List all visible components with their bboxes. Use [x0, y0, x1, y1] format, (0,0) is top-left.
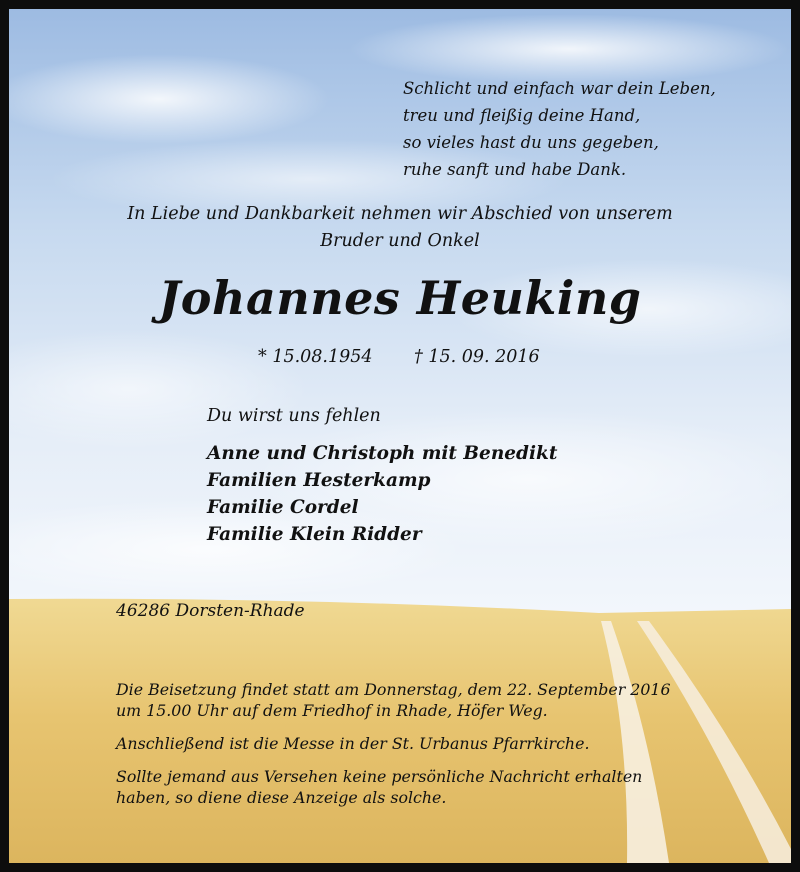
place: 46286 Dorsten-Rhade: [116, 601, 305, 621]
mourner-name: Anne und Christoph mit Benedikt: [207, 443, 558, 464]
poem: [403, 75, 716, 183]
poem-line: treu und fleißig deine Hand,: [403, 106, 641, 125]
poem-line: Schlicht und einfach war dein Leben,: [403, 79, 716, 98]
funeral-line-2: um 15.00 Uhr auf dem Friedhof in Rhade, Höfer Weg.: [116, 701, 548, 720]
intro-line-1: In Liebe und Dankbarkeit nehmen wir Abschied von unserem: [127, 204, 673, 224]
note-line-2: haben, so diene diese Anzeige als solche.: [116, 788, 447, 807]
intro-line-2: Bruder und Onkel: [320, 231, 480, 251]
mass-info: Anschließend ist die Messe in der St. Urbanus Pfarrkirche.: [116, 734, 590, 753]
notice-content: [9, 9, 791, 863]
notice-note: [116, 766, 671, 808]
note-line-1: Sollte jemand aus Versehen keine persönliche Nachricht erhalten: [116, 767, 643, 786]
poem-line: so vieles hast du uns gegeben,: [403, 133, 659, 152]
mourner-name: Familien Hesterkamp: [207, 470, 431, 491]
poem-line: ruhe sanft und habe Dank.: [403, 160, 627, 179]
funeral-info: [116, 679, 671, 721]
mourner-name: Familie Cordel: [207, 497, 359, 518]
death-date: † 15. 09. 2016: [414, 347, 540, 367]
funeral-details: [116, 679, 671, 820]
intro-text: [9, 201, 791, 255]
deceased-name: Johannes Heuking: [158, 271, 642, 325]
birth-date: * 15.08.1954: [258, 347, 373, 367]
mourners-list: [207, 440, 557, 548]
funeral-line-1: Die Beisetzung findet statt am Donnerstag, dem 22. September 2016: [116, 680, 671, 699]
mourners-intro: Du wirst uns fehlen: [207, 406, 381, 426]
mourner-name: Familie Klein Ridder: [207, 524, 422, 545]
